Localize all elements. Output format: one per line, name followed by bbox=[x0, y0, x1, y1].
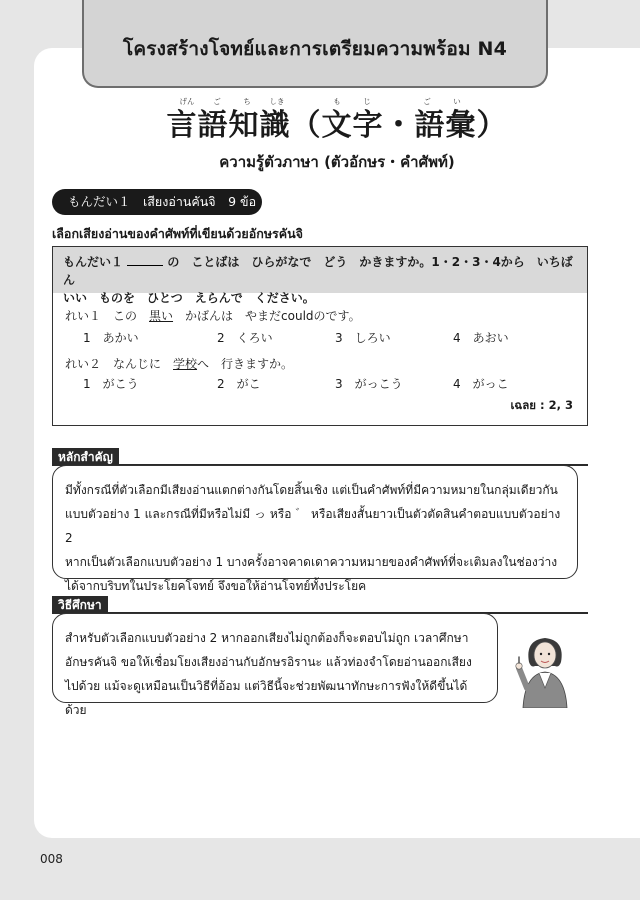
study-method-line: ไปด้วย แม้จะดูเหมือนเป็นวิธีที่อ้อม แต่วิธีนี้จะช่วยพัฒนาทักษะการฟังให้ดีขึ้นได้ด้วย bbox=[65, 679, 468, 717]
key-point-line: หากเป็นตัวเลือกแบบตัวอย่าง 1 บางครั้งอาจคาดเดาความหมายของคำศัพท์ที่จะเติมลงในช่องว่าง bbox=[65, 555, 558, 569]
option: 3 がっこう bbox=[335, 377, 403, 391]
teacher-illustration bbox=[515, 628, 575, 708]
key-point-line: ได้จากบริบทในประโยคโจทย์ จึงขอให้อ่านโจทย์ทั้งประโยค bbox=[65, 579, 367, 593]
section-instruction: เลือกเสียงอ่านของคำศัพท์ที่เขียนด้วยอักษรคันจิ bbox=[52, 226, 304, 241]
furigana-spacer bbox=[472, 96, 502, 108]
key-point-box bbox=[52, 465, 578, 593]
question-example-box bbox=[52, 246, 588, 426]
furigana: ご bbox=[423, 97, 431, 106]
main-title: 言語知識（文字・語彙） bbox=[166, 108, 508, 143]
key-point-tag: หลักสำคัญ bbox=[52, 448, 119, 466]
example-1-sentence bbox=[65, 307, 361, 324]
blank-line bbox=[127, 254, 163, 266]
sub-title: ความรู้ตัวภาษา (ตัวอักษร・คำศัพท์) bbox=[219, 153, 455, 171]
example-2-sentence bbox=[65, 355, 293, 372]
option: 1 がこう bbox=[83, 377, 139, 391]
option: 4 あおい bbox=[453, 331, 509, 345]
example-1-options bbox=[83, 329, 577, 346]
underlined-word: 黒い bbox=[149, 309, 174, 323]
key-point-line: แบบตัวอย่าง 1 และกรณีที่มีหรือไม่มี っ หรือ ゛ หรือเสียงสั้นยาวเป็นตัวตัดสินคำตอบแบบตัวอย่าง 2 bbox=[65, 507, 561, 545]
mondai-badge: もんだい１ เสียงอ่านคันจิ 9 ข้อ bbox=[52, 189, 262, 215]
question-instructions bbox=[53, 247, 587, 305]
option: 2 がこ bbox=[217, 377, 261, 391]
instruction-text: いい ものを ひとつ えらんで ください。 bbox=[63, 291, 315, 305]
furigana: じ bbox=[363, 97, 371, 106]
example-text: かばんは やまだcouldのです。 bbox=[173, 309, 361, 323]
key-point-line: มีทั้งกรณีที่ตัวเลือกมีเสียงอ่านแตกต่างกันโดยสิ้นเชิง แต่เป็นคำศัพท์ที่มีความหมายในกลุ่มเดียวกัน bbox=[65, 483, 558, 497]
furigana: い bbox=[453, 97, 461, 106]
answer-key: เฉลย : 2, 3 bbox=[510, 398, 573, 412]
example-text: れい２ なんじに bbox=[65, 357, 174, 371]
study-method-line: สำหรับตัวเลือกแบบตัวอย่าง 2 หากออกเสียงไม่ถูกต้องก็จะตอบไม่ถูก เวลาศึกษา bbox=[65, 631, 469, 645]
option: 2 くろい bbox=[217, 331, 273, 345]
mondai-label: もんだい１ bbox=[63, 255, 124, 269]
option: 1 あかい bbox=[83, 331, 139, 345]
instruction-text: の ことばは ひらがなで どう かきますか。1・2・3・4から いちばん bbox=[63, 255, 573, 287]
chapter-header bbox=[82, 0, 548, 88]
example-text: れい１ この bbox=[65, 309, 150, 323]
study-method-box bbox=[52, 613, 498, 717]
underlined-word: 学校 bbox=[173, 357, 198, 371]
page-number: 008 bbox=[40, 852, 63, 866]
section-title-block bbox=[34, 96, 640, 174]
furigana: げん bbox=[179, 97, 195, 106]
option: 4 がっこ bbox=[453, 377, 509, 391]
example-2-options bbox=[83, 375, 577, 392]
example-text: へ 行きますか。 bbox=[197, 357, 294, 371]
furigana-row bbox=[34, 96, 640, 108]
study-method-line: อักษรคันจิ ขอให้เชื่อมโยงเสียงอ่านกับอักษรอิรานะ แล้วท่องจำโดยอ่านออกเสียง bbox=[65, 655, 472, 669]
furigana-spacer bbox=[292, 96, 322, 108]
furigana: ち bbox=[243, 97, 251, 106]
furigana: も bbox=[333, 97, 341, 106]
chapter-title: โครงสร้างโจทย์และการเตรียมความพร้อม N4 bbox=[122, 38, 508, 60]
furigana: しき bbox=[269, 97, 285, 106]
furigana-spacer bbox=[382, 96, 412, 108]
study-method-tag: วิธีศึกษา bbox=[52, 596, 108, 614]
furigana: ご bbox=[213, 97, 221, 106]
option: 3 しろい bbox=[335, 331, 391, 345]
